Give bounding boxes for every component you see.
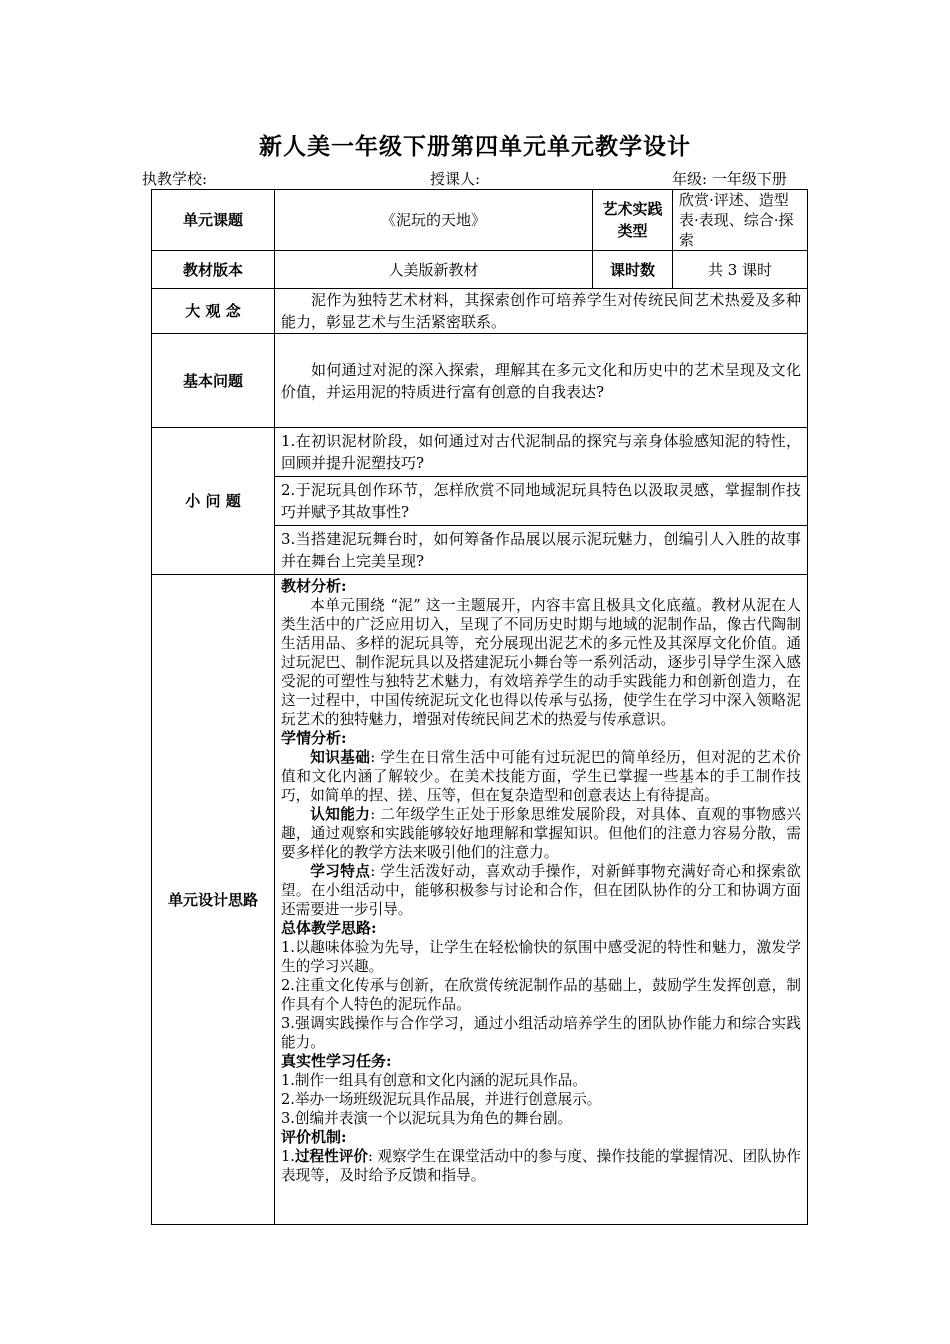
- design-content: [275, 575, 808, 1225]
- authentic-tasks-heading: 真实性学习任务:: [281, 1052, 392, 1070]
- table-row: [152, 575, 808, 1225]
- basic-question-label: 基本问题: [152, 334, 275, 428]
- process-evaluation: [281, 1147, 801, 1185]
- table-row: [152, 428, 808, 575]
- process-evaluation-number: 1.: [281, 1148, 295, 1165]
- knowledge-basis: [281, 748, 801, 805]
- lesson-design-table: [151, 189, 808, 1225]
- learner-analysis-heading: 学情分析:: [281, 729, 347, 747]
- design-label: 单元设计思路: [152, 575, 275, 1225]
- small-question-cell: [275, 428, 808, 575]
- school-label: 执教学校:: [142, 170, 208, 188]
- table-row: [152, 251, 808, 289]
- evaluation-heading: 评价机制:: [281, 1128, 347, 1146]
- learning-traits-label: 学习特点: [310, 863, 371, 880]
- big-idea-label: 大 观 念: [152, 289, 275, 334]
- textbook-analysis-heading: 教材分析:: [281, 577, 347, 595]
- process-evaluation-text: : 观察学生在课堂活动中的参与度、操作技能的掌握情况、团队协作表现等，及时给予反馈和指导。: [281, 1148, 801, 1184]
- table-row: [152, 289, 808, 334]
- unit-topic-value: 《泥玩的天地》: [275, 190, 593, 251]
- basic-question-value: 如何通过对泥的深入探索，理解其在多元文化和历史中的艺术呈现及文化价值，并运用泥的特质进行富有创意的自我表达?: [275, 334, 808, 428]
- list-item: 1.以趣味体验为先导，让学生在轻松愉快的氛围中感受泥的特性和魅力，激发学生的学习兴趣。: [281, 939, 801, 975]
- learning-traits: [281, 862, 801, 919]
- hours-value: 共 3 课时: [673, 251, 808, 289]
- list-item: 3.强调实践操作与合作学习，通过小组活动培养学生的团队协作能力和综合实践能力。: [281, 1015, 801, 1051]
- list-item: 3.创编并表演一个以泥玩具为角色的舞台剧。: [281, 1110, 573, 1127]
- big-idea-value: 泥作为独特艺术材料，其探索创作可培养学生对传统民间艺术热爱及多种能力，彰显艺术与生活紧密联系。: [275, 289, 808, 334]
- grade-label: 年级: 一年级下册: [672, 170, 787, 188]
- hours-label: 课时数: [593, 251, 673, 289]
- unit-topic-label: 单元课题: [152, 190, 275, 251]
- list-item: 2.注重文化传承与创新，在欣赏传统泥制作品的基础上，鼓励学生发挥创意，制作具有个人特色的泥玩作品。: [281, 977, 801, 1013]
- textbook-analysis-text: 本单元围绕 “泥” 这一主题展开，内容丰富且极具文化底蕴。教材从泥在人类生活中的广泛应用切入，呈现了不同历史时期与地域的泥制作品，像古代陶制生活用品、多样的泥玩具等，充分展现出泥艺术的多元性及其深厚文化价值。通过玩泥巴、制作泥玩具以及搭建泥玩小舞台等一系列活动，逐步引导学生深入感受泥的可塑性与独特艺术魅力，有效培养学生的动手实践能力和创新创造力，在这一过程中，中国传统泥玩文化也得以传承与弘扬，使学生在学习中深入领略泥玩艺术的独特魅力，增强对传统民间艺术的热爱与传承意识。: [281, 597, 801, 728]
- cognitive-ability-text: : 二年级学生正处于形象思维发展阶段，对具体、直观的事物感兴趣，通过观察和实践能够较好地理解和掌握知识。但他们的注意力容易分散，需要多样化的教学方法来吸引他们的注意力。: [281, 806, 801, 861]
- list-item: 1.制作一组具有创意和文化内涵的泥玩具作品。: [281, 1072, 587, 1089]
- cognitive-ability: [281, 805, 801, 862]
- small-question-2: 2.于泥玩具创作环节，怎样欣赏不同地域泥玩具特色以汲取灵感，掌握制作技巧并赋予其故事性?: [275, 477, 807, 526]
- textbook-label: 教材版本: [152, 251, 275, 289]
- table-row: [152, 334, 808, 428]
- page-title: 新人美一年级下册第四单元单元教学设计: [259, 133, 691, 160]
- small-question-label: 小 问 题: [152, 428, 275, 575]
- table-row: [152, 190, 808, 251]
- small-question-1: 1.在初识泥材阶段，如何通过对古代泥制品的探究与亲身体验感知泥的特性，回顾并提升泥塑技巧?: [275, 428, 807, 477]
- practice-type-value: 欣赏·评述、造型表·表现、综合·探索: [673, 190, 808, 251]
- small-question-list: [275, 428, 807, 574]
- practice-type-label: 艺术实践类型: [593, 190, 673, 251]
- knowledge-basis-label: 知识基础: [310, 749, 371, 766]
- textbook-value: 人美版新教材: [275, 251, 593, 289]
- learning-traits-text: : 学生活泼好动，喜欢动手操作，对新鲜事物充满好奇心和探索欲望。在小组活动中，能够积极参与讨论和合作，但在团队协作的分工和协调方面还需要进一步引导。: [281, 863, 801, 918]
- cognitive-ability-label: 认知能力: [310, 806, 371, 823]
- process-evaluation-label: 过程性评价: [294, 1148, 368, 1165]
- small-question-3: 3.当搭建泥玩舞台时，如何筹备作品展以展示泥玩魅力，创编引人入胜的故事并在舞台上完美呈现?: [281, 530, 801, 570]
- overall-approach-heading: 总体教学思路:: [281, 919, 377, 937]
- knowledge-basis-text: : 学生在日常生活中可能有过玩泥巴的简单经历，但对泥的艺术价值和文化内涵了解较少。在美术技能方面，学生已掌握一些基本的手工制作技巧，如简单的捏、搓、压等，但在复杂造型和创意表达上有待提高。: [281, 749, 801, 804]
- teacher-label: 授课人:: [430, 170, 481, 188]
- list-item: 2.举办一场班级泥玩具作品展，并进行创意展示。: [281, 1091, 602, 1108]
